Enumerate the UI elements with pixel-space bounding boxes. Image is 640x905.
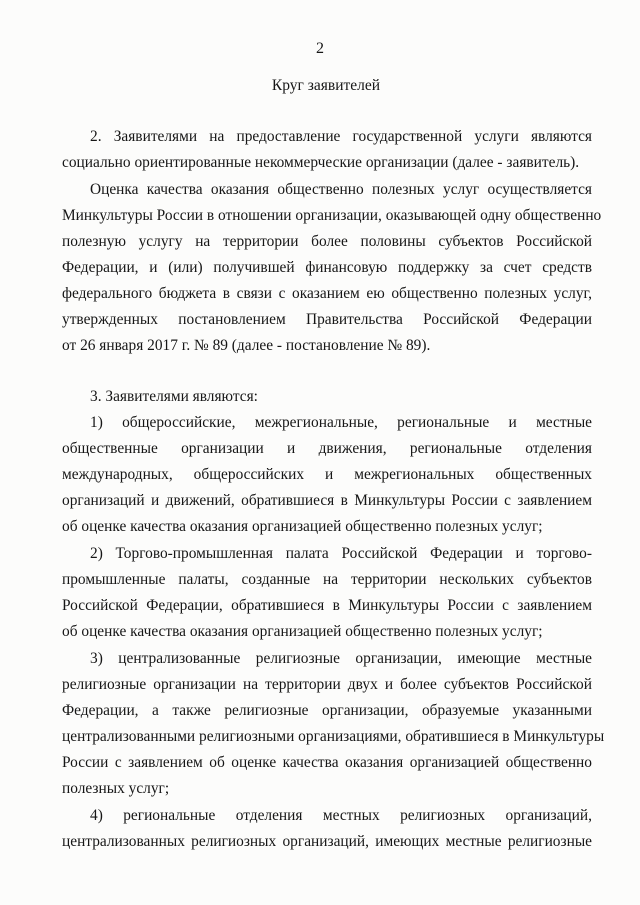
item-1-line-5: об оценке качества оказания организацией общественно полезных услуг; [62,518,543,535]
item-1-line-3: международных, общероссийских и межрегиональных общественных [62,466,592,483]
item-2-line-3: Российской Федерации, обратившиеся в Минкультуры России с заявлением [62,597,592,614]
item-1-line-1: 1) общероссийские, межрегиональные, региональные и местные [90,414,592,431]
item-3-line-6: полезных услуг; [62,780,170,797]
assessment-line-5: федерального бюджета в связи с оказанием ею общественно полезных услуг, [62,285,592,302]
item-2-line-1: 2) Торгово-промышленная палата Российской Федерации и торгово- [90,545,592,562]
item-3-line-5: России с заявлением об оценке качества оказания организацией общественно [62,754,592,771]
item-3-line-4: централизованными религиозными организациями, обратившиеся в Минкультуры [62,728,605,745]
item-2-line-4: об оценке качества оказания организацией общественно полезных услуг; [62,623,543,640]
item-4-line-1: 4) региональные отделения местных религиозных организаций, [90,807,592,824]
item-2-line-2: промышленные палаты, созданные на территории нескольких субъектов [62,571,592,588]
item-3-line-3: Федерации, а также религиозные организации, образуемые указанными [62,702,592,719]
section-title: Круг заявителей [271,77,381,94]
assessment-line-7: от 26 января 2017 г. № 89 (далее - постановление № 89). [62,337,431,354]
item-1-line-4: организаций и движений, обратившиеся в Минкультуры России с заявлением [62,492,592,509]
item-1-line-2: общественные организации и движения, региональные отделения [62,440,592,457]
paragraph-2-line-2: социально ориентированные некоммерческие организации (далее - заявитель). [62,154,580,171]
paragraph-2-line-1: 2. Заявителями на предоставление государственной услуги являются [90,128,592,145]
assessment-line-6: утвержденных постановлением Правительства Российской Федерации [62,311,592,328]
page-number: 2 [316,40,324,57]
paragraph-3-heading: 3. Заявителями являются: [90,388,258,405]
assessment-line-4: Федерации, и (или) получившей финансовую поддержку за счет средств [62,259,592,276]
item-4-line-2: централизованных религиозных организаций, имеющих местные религиозные [62,833,592,850]
item-3-line-1: 3) централизованные религиозные организации, имеющие местные [90,650,592,667]
assessment-line-3: полезную услугу на территории более половины субъектов Российской [62,233,592,250]
assessment-line-1: Оценка качества оказания общественно полезных услуг осуществляется [90,181,592,198]
item-3-line-2: религиозные организации на территории двух и более субъектов Российской [62,676,592,693]
assessment-line-2: Минкультуры России в отношении организации, оказывающей одну общественно [62,207,602,224]
